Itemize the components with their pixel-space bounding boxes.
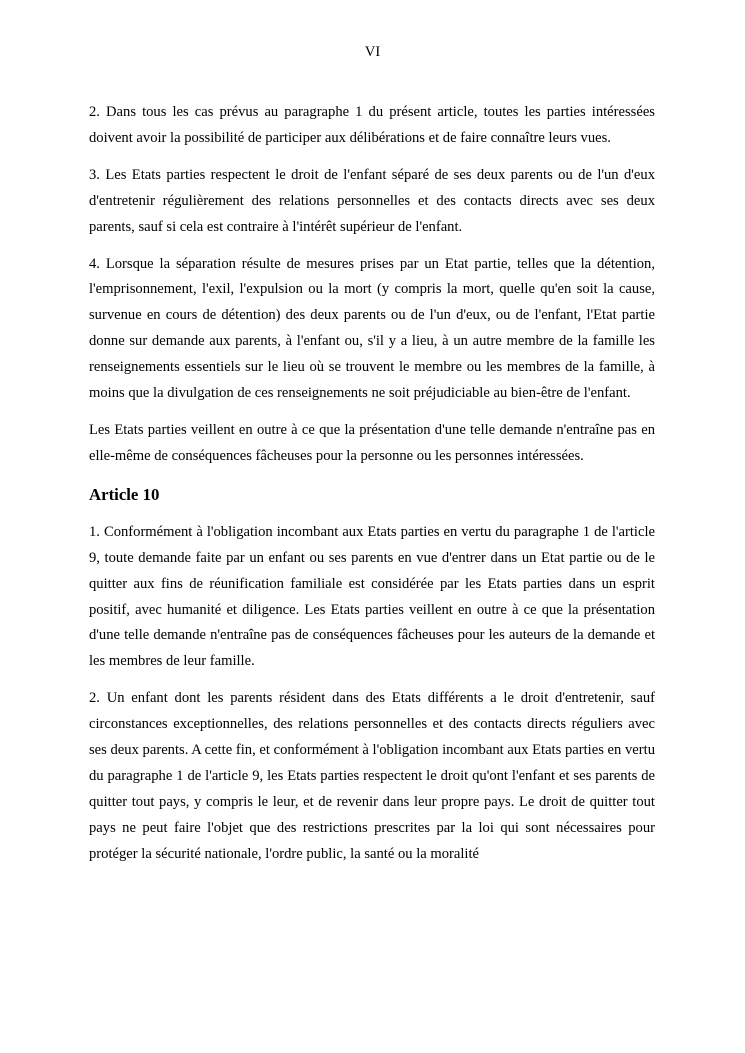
- paragraph-art10-1: 1. Conformément à l'obligation incombant aux Etats parties en vertu du paragraphe 1 de l'article 9, toute demande faite par un enfant ou ses parents en vue d'entrer dans un Etat partie ou de le quitter aux fins de réunification familiale est considérée par les Etats parties dans un esprit positif, avec humanité et diligence. Les Etats parties veillent en outre à ce que la présentation d'une telle demande n'entraîne pas de conséquences fâcheuses pour les auteurs de la demande et les membres de leur famille.: [89, 523, 655, 670]
- paragraph-art9-4-continued: Les Etats parties veillent en outre à ce que la présentation d'une telle demande n'entraîne pas en elle-même de conséquences fâcheuses pour la personne ou les personnes intéressées.: [89, 421, 655, 464]
- paragraph-art9-4: 4. Lorsque la séparation résulte de mesures prises par un Etat partie, telles que la détention, l'emprisonnement, l'exil, l'expulsion ou la mort (y compris la mort, quelle qu'en soit la cause, survenue en cours de détention) des deux parents ou de l'un d'eux, ou de l'enfant, l'Etat partie donne sur demande aux parents, à l'enfant ou, s'il y a lieu, à un autre membre de la famille les renseignements essentiels sur le lieu où se trouvent le membre ou les membres de la famille, à moins que la divulgation de ces renseignements ne soit préjudiciable au bien-être de l'enfant.: [89, 255, 655, 402]
- article-10-heading: Article 10: [89, 484, 160, 504]
- document-body: [89, 100, 655, 879]
- paragraph-art10-2: 2. Un enfant dont les parents résident dans des Etats différents a le droit d'entretenir, sauf circonstances exceptionnelles, des relations personnelles et des contacts directs réguliers avec ses deux parents. A cette fin, et conformément à l'obligation incombant aux Etats parties en vertu du paragraphe 1 de l'article 9, les Etats parties respectent le droit qu'ont l'enfant et ses parents de quitter tout pays, y compris le leur, et de revenir dans leur propre pays. Le droit de quitter tout pays ne peut faire l'objet que des restrictions prescrites par la loi qui sont nécessaires pour protéger la sécurité nationale, l'ordre public, la santé ou la moralité: [89, 690, 655, 862]
- paragraph-art9-2: 2. Dans tous les cas prévus au paragraphe 1 du présent article, toutes les parties intéressées doivent avoir la possibilité de participer aux délibérations et de faire connaître leurs vues.: [89, 104, 655, 146]
- paragraph-art9-3: 3. Les Etats parties respectent le droit de l'enfant séparé de ses deux parents ou de l'un d'eux d'entretenir régulièrement des relations personnelles et des contacts directs avec ses deux parents, sauf si cela est contraire à l'intérêt supérieur de l'enfant.: [89, 166, 655, 235]
- page-number: VI: [364, 44, 381, 60]
